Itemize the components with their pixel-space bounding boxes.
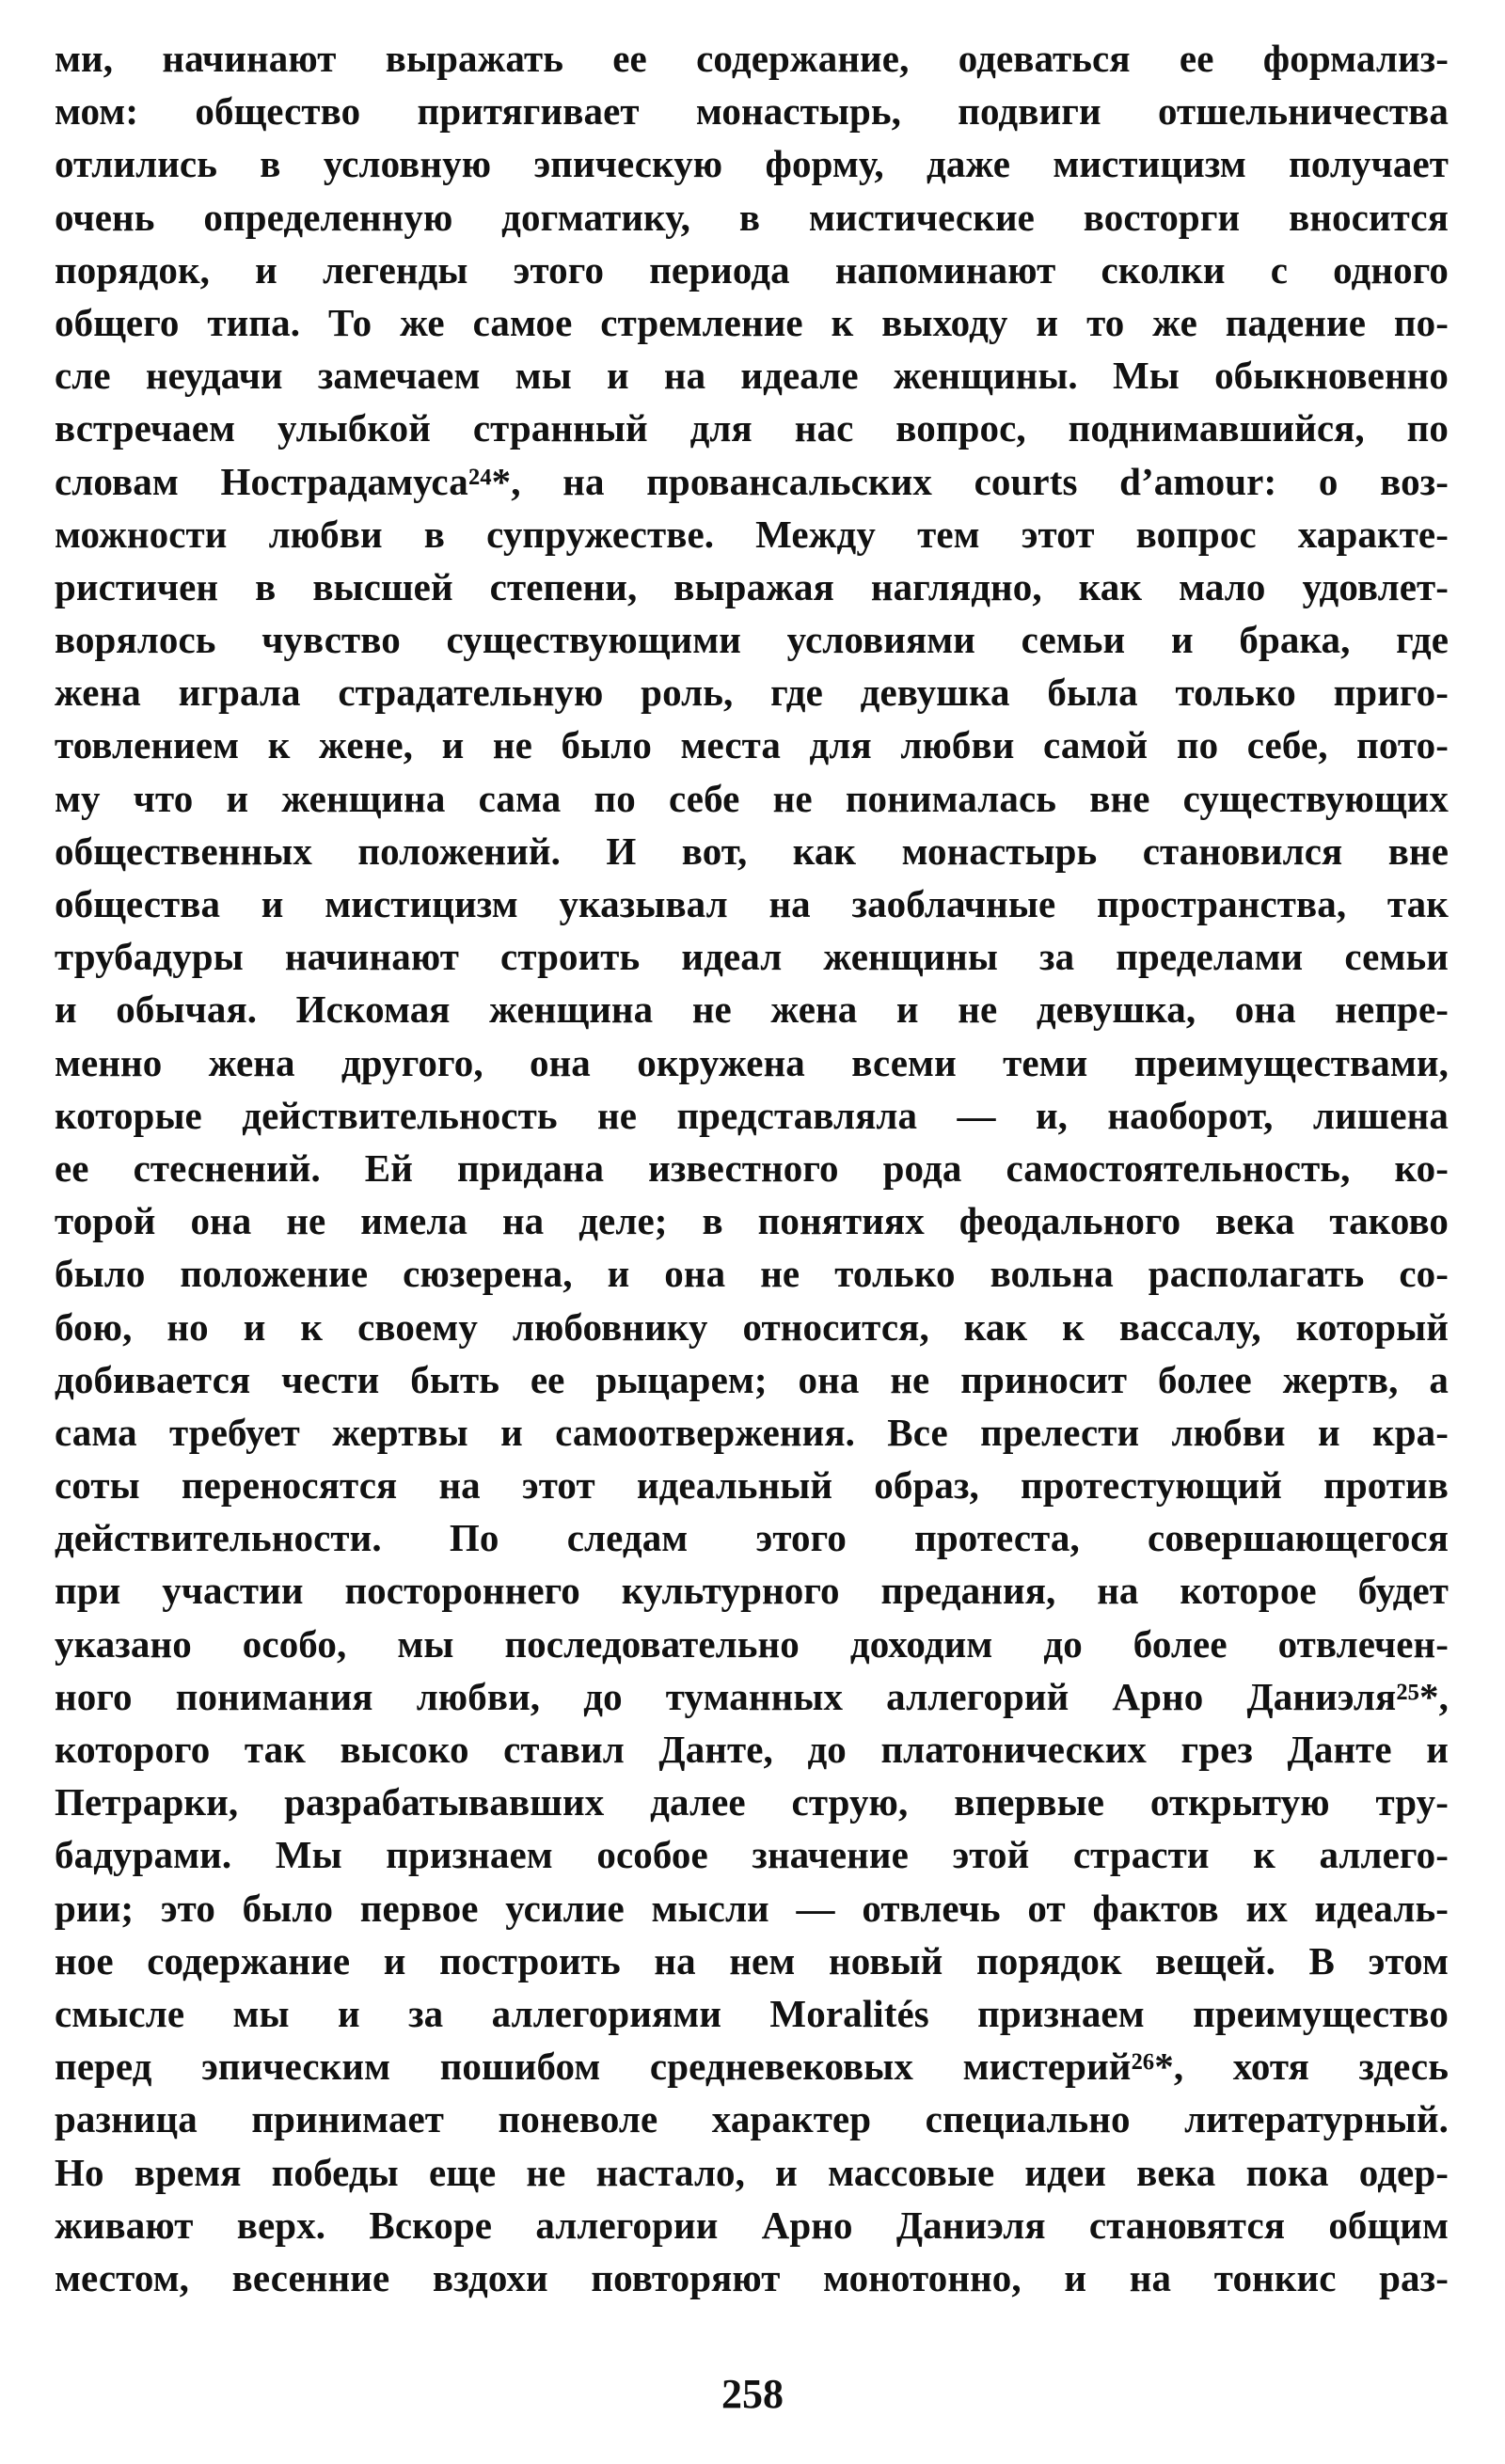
text-line: ми, начинают выражать ее содержание, одеваться ее формализ-	[55, 37, 1449, 80]
text-line: менно жена другого, она окружена всеми теми преимуществами,	[55, 1040, 1449, 1084]
text-line: которого так высоко ставил Данте, до платонических грез Данте и	[55, 1728, 1449, 1771]
text-line: указано особо, мы последовательно доходим до более отвлечен-	[55, 1621, 1449, 1666]
text-line: встречаем улыбкой странный для нас вопрос, поднимавшийся, по	[55, 406, 1449, 450]
text-line: ее стеснений. Ей придана известного рода самостоятельность, ко-	[55, 1145, 1449, 1190]
text-line: мом: общество притягивает монастырь, подвиги отшельничества	[55, 89, 1449, 134]
text-line: можности любви в супружестве. Между тем этот вопрос характе-	[55, 512, 1449, 556]
text-line: бою, но и к своему любовнику относится, как к вассалу, который	[55, 1304, 1449, 1349]
text-line: которые действительность не представляла — и, наоборот, лишена	[55, 1093, 1449, 1137]
text-line: смысле мы и за аллегориями Moralités признаем преимущество	[55, 1991, 1449, 2035]
text-line: живают верх. Вскоре аллегории Арно Даниэля становятся общим	[55, 2203, 1449, 2247]
text-line: рии; это было первое усилие мысли — отвлечь от фактов их идеаль-	[55, 1886, 1449, 1930]
text-line: ного понимания любви, до туманных аллегорий Арно Даниэля²⁵*,	[55, 1674, 1449, 1718]
text-line: Петрарки, разрабатывавших далее струю, впервые открытую тру-	[55, 1780, 1449, 1824]
text-line: му что и женщина сама по себе не понималась вне существующих	[55, 776, 1449, 820]
text-line: сама требует жертвы и самоотвержения. Все прелести любви и кра-	[55, 1410, 1449, 1454]
text-line: порядок, и легенды этого периода напоминают сколки с одного	[55, 247, 1449, 292]
text-line: при участии постороннего культурного предания, на которое будет	[55, 1569, 1449, 1613]
text-line: ное содержание и построить на нем новый порядок вещей. В этом	[55, 1938, 1449, 1982]
text-line: товлением к жене, и не было места для любви самой по себе, пото-	[55, 723, 1449, 767]
text-line: общества и мистицизм указывал на заоблачные пространства, так	[55, 882, 1449, 925]
text-line: бадурами. Мы признаем особое значение этой страсти к аллего-	[55, 1833, 1449, 1877]
text-line: словам Нострадамуса²⁴*, на провансальских courts d’amour: о воз-	[55, 459, 1449, 503]
text-line: разница принимает поневоле характер специально литературный.	[55, 2097, 1449, 2141]
text-line: добивается чести быть ее рыцарем; она не приносит более жертв, а	[55, 1357, 1449, 1401]
text-line: ворялось чувство существующими условиями семьи и брака, где	[55, 618, 1449, 662]
text-line: действительности. По следам этого протеста, совершающегося	[55, 1516, 1449, 1560]
text-line: отлились в условную эпическую форму, даже мистицизм получает	[55, 142, 1449, 186]
body-text	[55, 32, 1449, 2304]
text-line: соты переносятся на этот идеальный образ, протестующий против	[55, 1463, 1449, 1508]
text-line: общего типа. То же самое стремление к выходу и то же падение по-	[55, 300, 1449, 344]
text-line: очень определенную догматику, в мистические восторги вносится	[55, 195, 1449, 239]
text-line: Но время победы еще не настало, и массовые идеи века пока одер-	[55, 2150, 1449, 2194]
text-line: жена играла страдательную роль, где девушка была только приго-	[55, 671, 1449, 715]
text-line: трубадуры начинают строить идеал женщины за пределами семьи	[55, 935, 1449, 979]
text-line: местом, весенние вздохи повторяют монотонно, и на тонкис раз-	[55, 2255, 1449, 2299]
text-line: общественных положений. И вот, как монастырь становился вне	[55, 829, 1449, 873]
text-line: было положение сюзерена, и она не только вольна располагать со-	[55, 1252, 1449, 1296]
text-line: торой она не имела на деле; в понятиях феодального века таково	[55, 1199, 1449, 1243]
text-line: сле неудачи замечаем мы и на идеале женщины. Мы обыкновенно	[55, 354, 1449, 398]
text-line: и обычая. Искомая женщина не жена и не девушка, она непре-	[55, 987, 1449, 1032]
text-line: ристичен в высшей степени, выражая наглядно, как мало удовлет-	[55, 564, 1449, 608]
text-line: перед эпическим пошибом средневековых мистерий²⁶*, хотя здесь	[55, 2045, 1449, 2089]
page-number: 258	[721, 2371, 784, 2417]
